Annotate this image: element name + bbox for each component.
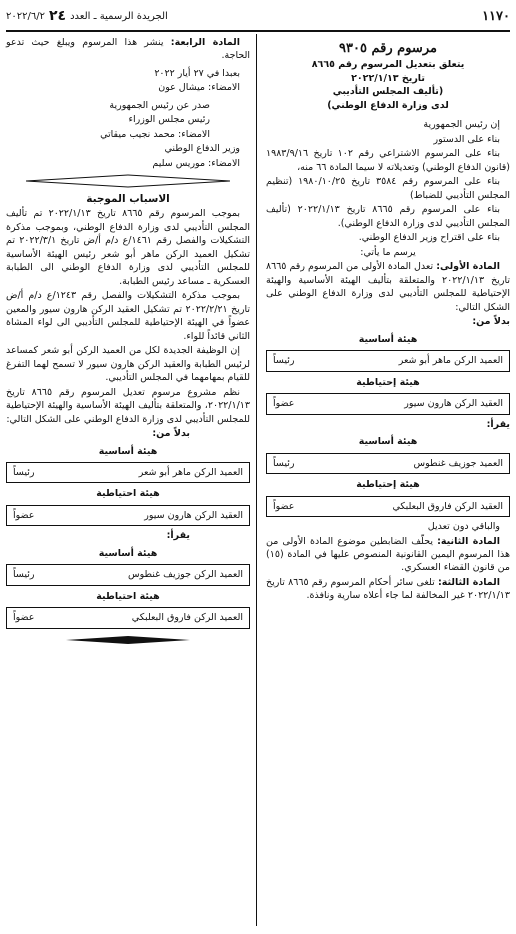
member-name: العميد الركن ماهر أبو شعر	[398, 355, 503, 367]
instead-of-label: بدلاً من:	[152, 428, 190, 440]
diamond-ornament-icon	[26, 174, 230, 188]
signing-date: بعبدا في ٢٧ أيار ٢٠٢٢	[154, 67, 240, 79]
decree-subtitle-2: تاريخ ٢٠٢٢/١/١٣	[351, 72, 425, 84]
article-1	[266, 260, 510, 314]
member-name: العقيد الركن فاروق البعلبكي	[392, 500, 503, 512]
member-role: رئيساً	[13, 466, 35, 478]
reserve-panel-heading: هيئة احتياطية	[96, 488, 160, 500]
article-2	[266, 535, 510, 575]
member-name: العقيد الركن هارون سيور	[404, 398, 503, 410]
member-name: العميد الركن جوزيف غنطوس	[127, 569, 243, 581]
decree-title: مرسوم رقم ٩٣٠٥	[339, 41, 437, 56]
pm-title: رئيس مجلس الوزراء	[128, 114, 210, 126]
president-signature: الامضاء: ميشال عون	[158, 82, 240, 94]
reasons-para-1: بموجب المرسوم رقم ٨٦٦٥ تاريخ ٢٠٢٢/١/١٣ تم تأليف المجلس التأديبي لدى وزارة الدفاع الوطني، وبموجب مذكرة التشكيلات والفصل رقم ١٤٦١/ع د/م أ/ض تاريخ ٢٠٢٢/٣/١ تم تشكيل العميد الركن ماهر أبو شعر رئيس الهيئة الأساسية للمجلس التأديبي لدى وزارة الدفاع الوطني الى الطبابة العسكرية ـ مساعد رئيس الطبابة.	[6, 208, 250, 287]
member-role: رئيساً	[13, 569, 35, 581]
issued-by: صدر عن رئيس الجمهورية	[109, 99, 210, 111]
preamble-constitution: بناء على الدستور	[433, 133, 500, 145]
pm-signature: الامضاء: محمد نجيب ميقاتي	[100, 128, 210, 140]
preamble-proposal: بناء على اقتراح وزير الدفاع الوطني.	[358, 232, 500, 244]
left-column	[6, 36, 250, 645]
member-role: عضواً	[13, 612, 35, 624]
member-row	[266, 350, 510, 371]
member-row	[6, 505, 250, 526]
page-number: ١١٧٠	[482, 8, 510, 24]
article-1-label: المادة الأولى:	[436, 261, 500, 273]
minister-signature: الامضاء: موريس سليم	[152, 157, 240, 169]
reads-label: يقرأ:	[486, 418, 510, 430]
decree-subtitle-3: (تأليف المجلس التأديبي	[332, 86, 444, 98]
basic-panel-heading: هيئة أساسية	[98, 547, 158, 559]
article-4-text: ينشر هذا المرسوم ويبلغ حيث تدعو الحاجة.	[6, 37, 250, 62]
member-role: عضواً	[273, 398, 295, 410]
reserve-panel-heading: هيئة احتياطية	[96, 590, 160, 602]
decree-subtitle-1: يتعلق بتعديل المرسوم رقم ٨٦٦٥	[311, 59, 465, 71]
member-role: رئيساً	[273, 355, 295, 367]
member-name: العقيد الركن هارون سيور	[144, 509, 243, 521]
article-3-text: تلغى سائر أحكام المرسوم رقم ٨٦٦٥ تاريخ ٢٠٢٢/١/١٣ غير المخالفة لما جاء أعلاه سارية ونافذة.	[266, 576, 510, 602]
article-3	[266, 576, 510, 603]
member-role: عضواً	[273, 500, 295, 512]
member-name: العميد الركن ماهر أبو شعر	[138, 466, 243, 478]
member-row	[266, 393, 510, 414]
article-4-label: المادة الرابعة:	[170, 37, 240, 48]
preamble-decree-8665: بناء على المرسوم رقم ٨٦٦٥ تاريخ ٢٠٢٢/١/١٣ (تأليف المجلس التأديبي لدى وزارة الدفاع الوطني).	[266, 204, 510, 229]
header-rule	[6, 30, 510, 32]
gazette-name: الجريدة الرسمية ـ العدد	[70, 10, 168, 22]
basic-panel-heading: هيئة أساسية	[98, 445, 158, 457]
reserve-panel-heading: هيئة إحتياطية	[356, 376, 420, 388]
article-3-label: المادة الثالثة:	[437, 576, 500, 588]
remainder-unchanged: والباقي دون تعديل	[427, 521, 500, 533]
end-ornament-icon	[66, 635, 190, 645]
preamble-president: إن رئيس الجمهورية	[423, 119, 500, 131]
section-ornament	[26, 174, 230, 188]
article-1-text: تعدل المادة الأولى من المرسوم رقم ٨٦٦٥ تاريخ ٢٠٢٢/١/١٣ والمتعلقة بتأليف الهيئة الأساسية والهيئة الإحتياطية للمجلس التأديبي لدى وزارة الدفاع الوطني على الشكل التالي:	[266, 261, 510, 313]
member-role: عضواً	[13, 509, 35, 521]
basic-panel-heading: هيئة أساسية	[358, 436, 418, 448]
preamble-decree-3584: بناء على المرسوم رقم ٣٥٨٤ تاريخ ١٩٨٠/١٠/٢٥ (تنظيم المجلس التأديبي للضباط)	[266, 176, 510, 201]
basic-panel-heading: هيئة أساسية	[358, 333, 418, 345]
decrees-following: يرسم ما يأتي:	[360, 246, 416, 258]
member-row	[6, 462, 250, 483]
member-role: رئيساً	[273, 457, 295, 469]
issue-date: ٢٠٢٢/٦/٢	[6, 10, 45, 22]
decree-subtitle-4: لدى وزارة الدفاع الوطني)	[327, 99, 449, 111]
column-divider	[256, 34, 257, 926]
page-header	[6, 6, 510, 28]
member-row	[6, 564, 250, 585]
article-2-label: المادة الثانية:	[437, 535, 500, 547]
gazette-info	[6, 7, 168, 27]
reasons-para-2: بموجب مذكرة التشكيلات والفصل رقم ١٢٤٣/ع د/م أ/ض تاريخ ٢٠٢٢/٢/٢١ تم تشكيل العقيد الركن هارون سيور والمعين عضواً في الهيئة الإحتياطية للمجلس التأديبي الى لواء المشاة الثاني قائداً للواء.	[6, 290, 250, 342]
reasons-heading: الاسباب الموجبة	[86, 193, 170, 206]
member-row	[266, 453, 510, 474]
minister-title: وزير الدفاع الوطني	[164, 143, 240, 155]
article-2-text: يحلّف الضابطين موضوع المادة الأولى من هذا المرسوم اليمين القانونية المنصوص عليها في المادة (١٥) من قانون القضاء العسكري.	[266, 535, 510, 574]
right-column	[266, 36, 510, 604]
article-4	[6, 36, 250, 63]
member-row	[266, 496, 510, 517]
end-ornament	[66, 635, 190, 645]
preamble-decree-102: بناء على المرسوم الاشتراعي رقم ١٠٢ تاريخ ١٩٨٣/٩/١٦ (قانون الدفاع الوطني) وتعديلاته لا سيما المادة ٦٦ منه،	[266, 148, 510, 173]
issue-number: ٢٤	[48, 8, 67, 25]
reasons-para-3: إن الوظيفة الجديدة لكل من العميد الركن أبو شعر كمساعد لرئيس الطبابة والعقيد الركن هارون سيور لا تسمح لهما التفرغ للقيام بمهامهما في المجلس التأديبي.	[6, 345, 250, 384]
member-name: العميد الركن فاروق البعلبكي	[131, 612, 243, 624]
instead-of-label: بدلاً من:	[472, 316, 510, 328]
reads-label: يقرأ:	[166, 530, 190, 542]
reasons-para-4: نظم مشروع مرسوم تعديل المرسوم رقم ٨٦٦٥ تاريخ ٢٠٢٢/١/١٣، والمتعلقة بتأليف الهيئة الأساسية والهيئة الإحتياطية للمجلس التأديبي لدى وزارة الدفاع الوطني على الشكل التالي:	[6, 386, 250, 425]
member-name: العميد جوزيف غنطوس	[413, 457, 503, 469]
member-row	[6, 607, 250, 628]
reserve-panel-heading: هيئة إحتياطية	[356, 479, 420, 491]
